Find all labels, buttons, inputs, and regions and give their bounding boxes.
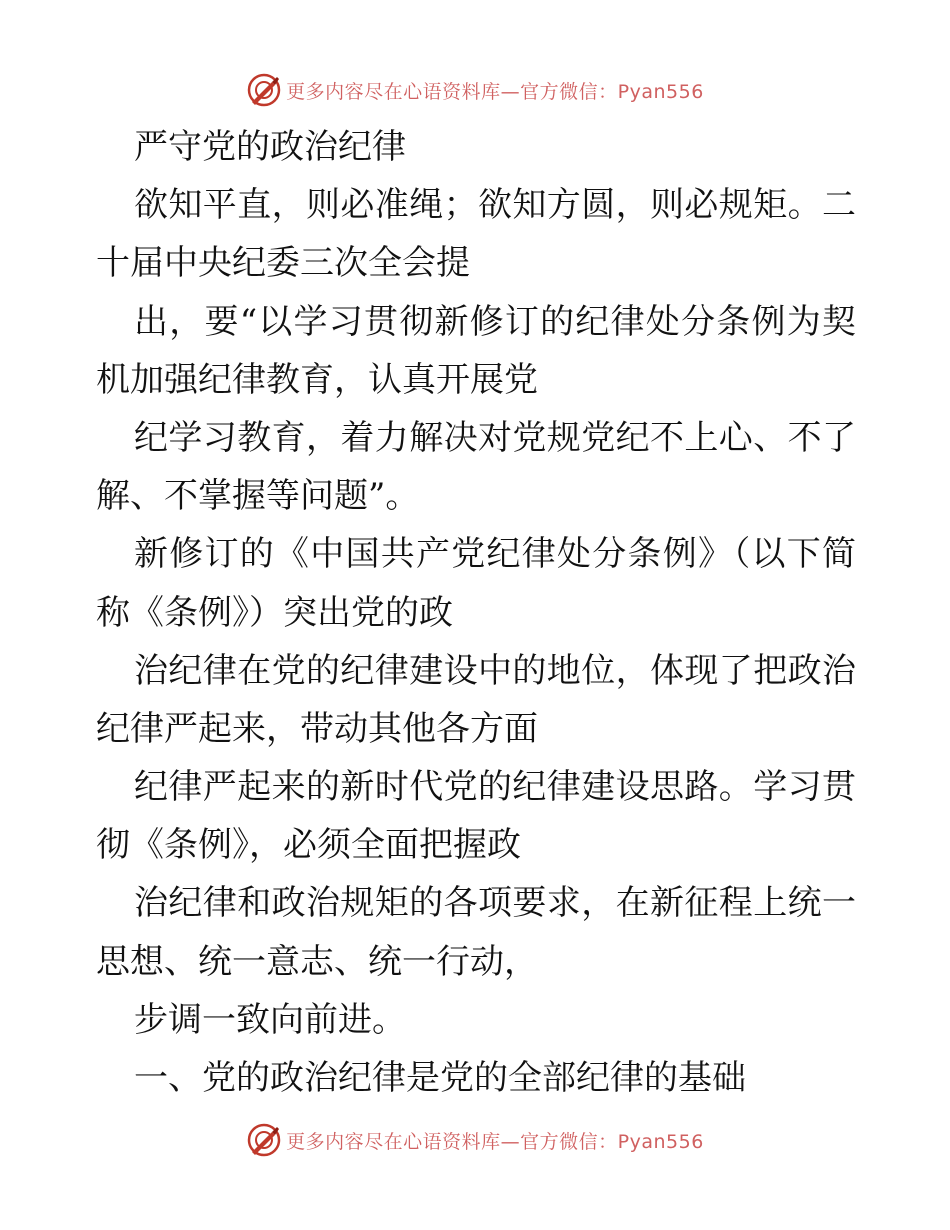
paragraph-line: 步调一致向前进。	[134, 999, 406, 1040]
paragraph-line: 称《条例》）突出党的政	[96, 592, 453, 633]
paragraph-line: 纪律严起来的新时代党的纪律建设思路。学习贯	[134, 767, 856, 808]
paragraph-line: 治纪律在党的纪律建设中的地位，体现了把政治	[134, 650, 856, 691]
watermark-text: 更多内容尽在心语资料库—官方微信：Pyan556	[286, 1130, 704, 1153]
doc-title: 严守党的政治纪律	[134, 127, 406, 167]
section-heading: 一、党的政治纪律是党的全部纪律的基础	[134, 1058, 746, 1098]
paragraph-line: 纪学习教育，着力解决对党规党纪不上心、不了	[134, 417, 856, 458]
paragraph-line: 治纪律和政治规矩的各项要求，在新征程上统一	[134, 883, 856, 924]
paragraph-line: 思想、统一意志、统一行动，	[96, 941, 538, 982]
paragraph-line: 纪律严起来，带动其他各方面	[96, 708, 538, 749]
footer-watermark	[0, 1118, 950, 1162]
paragraph-line: 欲知平直，则必准绳；欲知方圆，则必规矩。二	[134, 185, 856, 226]
paragraph-line: 彻《条例》，必须全面把握政	[96, 825, 521, 866]
paragraph-line: 新修订的《中国共产党纪律处分条例》（以下简	[134, 534, 856, 575]
paragraph-line: 出，要“以学习贯彻新修订的纪律处分条例为契	[134, 301, 856, 342]
paragraph-line: 解、不掌握等问题”。	[96, 476, 420, 517]
watermark-text: 更多内容尽在心语资料库—官方微信：Pyan556	[286, 80, 704, 103]
watermark-logo-icon	[246, 1122, 282, 1158]
paragraph-line: 机加强纪律教育，认真开展党	[96, 359, 538, 400]
paragraph-line: 十届中央纪委三次全会提	[96, 243, 470, 284]
watermark-logo-icon	[246, 72, 282, 108]
document-body	[96, 118, 856, 1107]
header-watermark	[0, 68, 950, 112]
